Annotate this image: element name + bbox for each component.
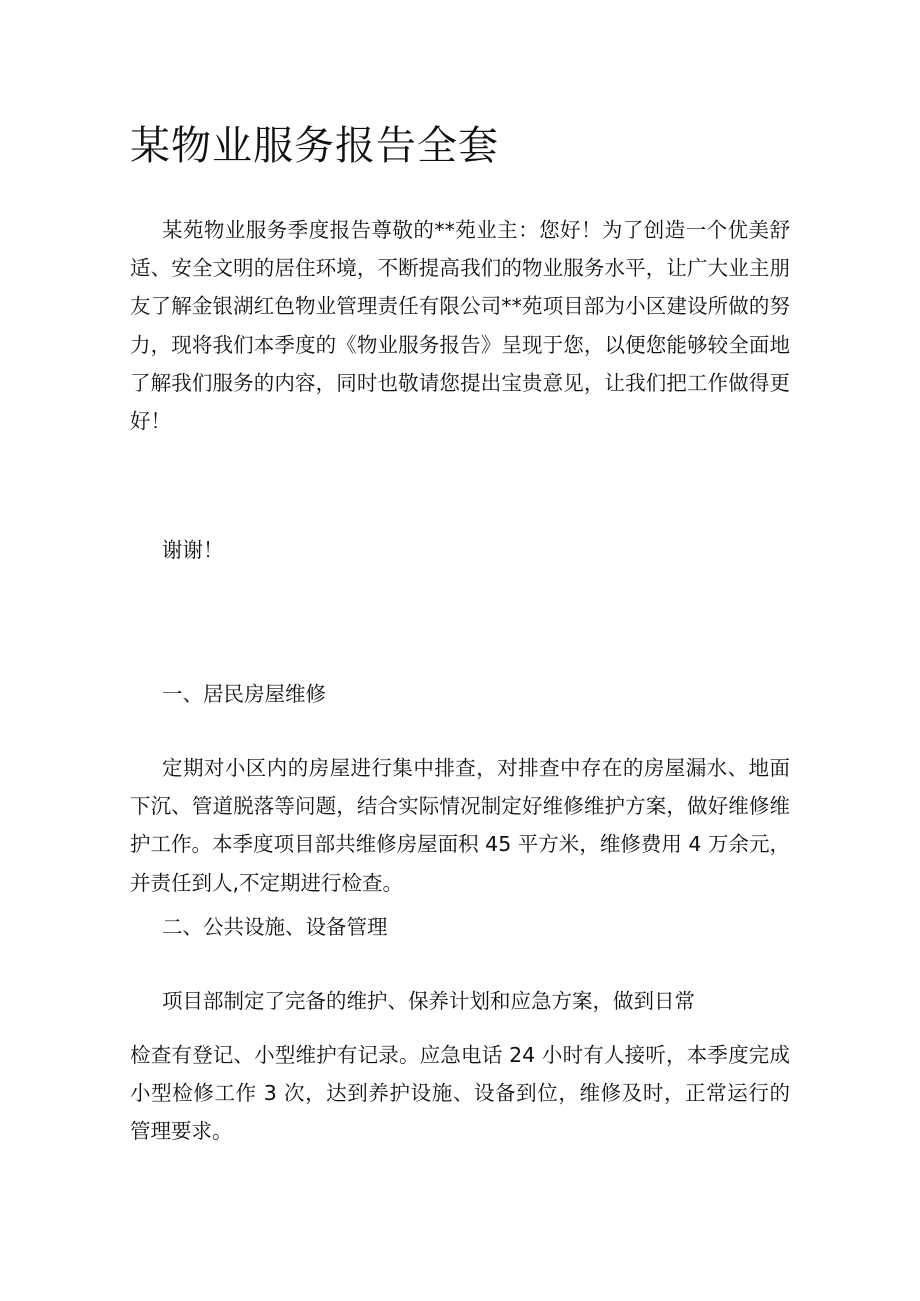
- section-body-house-maintenance: 定期对小区内的房屋进行集中排查，对排查中存在的房屋漏水、地面下沉、管道脱落等问题，结合实际情况制定好维修维护方案，做好维修维护工作。本季度项目部共维修房屋面积 45 平方米，维修费用 4 万余元，并责任到人,不定期进行检查。: [130, 756, 790, 895]
- section-body-facility-management-first-line: 项目部制定了完备的维护、保养计划和应急方案，做到日常: [162, 989, 695, 1013]
- section-body-facility-management-continued: 检查有登记、小型维护有记录。应急电话 24 小时有人接听，本季度完成小型检修工作 3 次，达到养护设施、设备到位，维修及时，正常运行的管理要求。: [130, 1043, 790, 1144]
- section-heading-house-maintenance: 一、居民房屋维修: [162, 682, 326, 706]
- thanks-paragraph: 谢谢！: [162, 538, 224, 562]
- document-title: 某物业服务报告全套: [130, 123, 499, 169]
- intro-paragraph: 某苑物业服务季度报告尊敬的**苑业主：您好！为了创造一个优美舒适、安全文明的居住环境，不断提高我们的物业服务水平，让广大业主朋友了解金银湖红色物业管理责任有限公司**苑项目部为小区建设所做的努力，现将我们本季度的《物业服务报告》呈现于您，以便您能够较全面地了解我们服务的内容，同时也敬请您提出宝贵意见，让我们把工作做得更好！: [130, 218, 790, 434]
- section-heading-facility-management: 二、公共设施、设备管理: [162, 915, 388, 939]
